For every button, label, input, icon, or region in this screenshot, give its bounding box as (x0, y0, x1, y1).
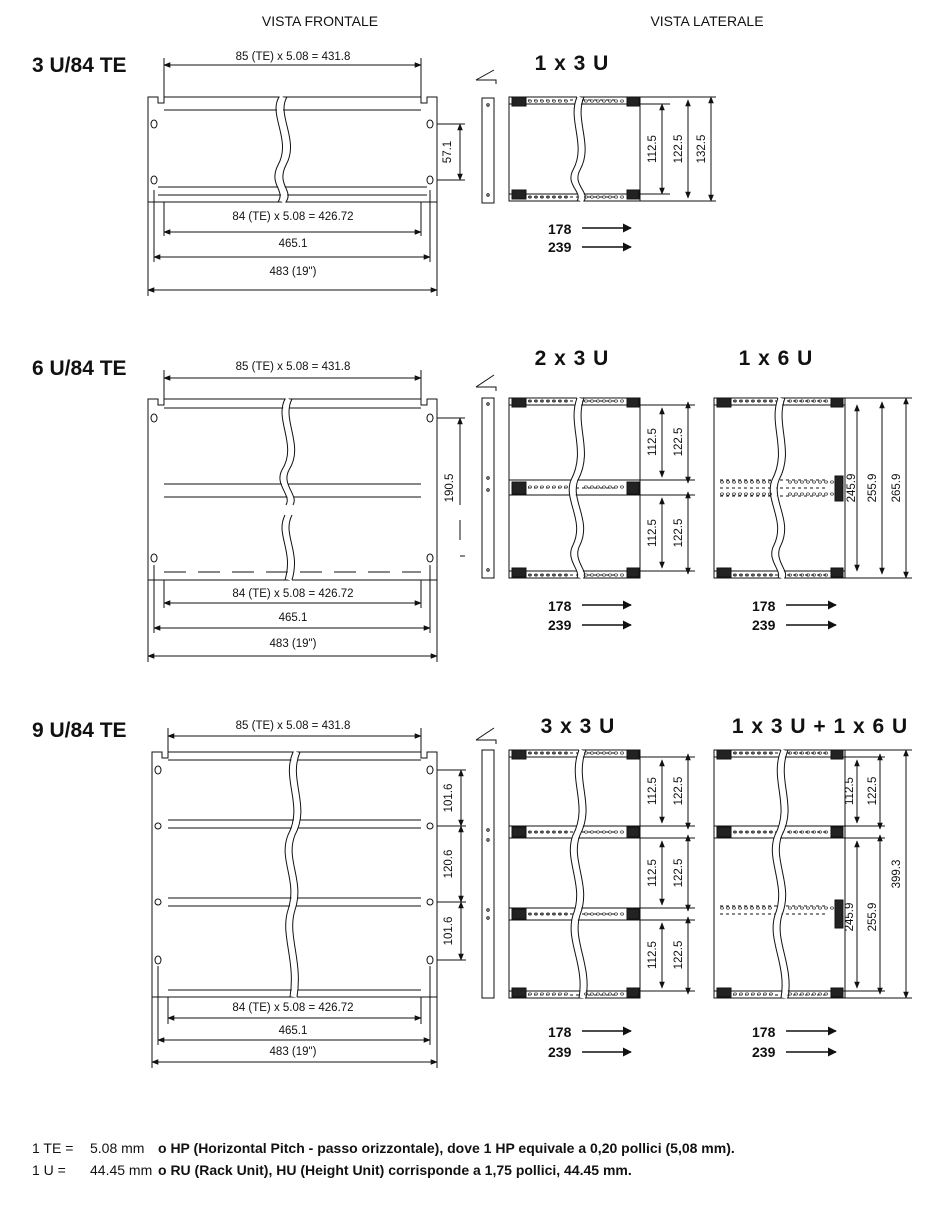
rail-hole (806, 481, 809, 483)
rail-hole (620, 196, 623, 198)
rail-hole (750, 493, 753, 495)
rail-hole (738, 481, 741, 483)
section-title-6u: 6 U/84 TE (32, 357, 127, 380)
rail-hole (620, 993, 623, 995)
rail-hole (750, 907, 753, 909)
rail-hole (794, 907, 797, 909)
rail-hole (726, 481, 729, 483)
rail-hole (720, 481, 723, 483)
dim-front-full-9u: 483 (19") (269, 1046, 317, 1058)
rail-hole (818, 493, 821, 495)
dim-side-mixed-a: 112.5 (844, 777, 856, 805)
rail-hole (762, 493, 765, 495)
depth-label-mixed-a: 178 (752, 1024, 776, 1040)
rail-hole (738, 493, 741, 495)
dim-side-1x3u-c: 132.5 (696, 134, 708, 164)
depth-label-3x3u-b: 239 (548, 1044, 572, 1060)
depth-label-2x3u-a: 178 (548, 598, 572, 614)
rail-hole (602, 100, 605, 102)
dim-side-mixed-b: 122.5 (867, 776, 879, 806)
rail-hole (584, 100, 587, 102)
rail-hole (812, 907, 815, 909)
config-title-1x3u-1x6u: 1 x 3 U + 1 x 6 U (731, 715, 909, 738)
legend-key: 1 U = (32, 1162, 66, 1178)
dim-side-2x3u-d: 122.5 (673, 518, 685, 548)
dim-side-mixed-c: 245.9 (844, 902, 856, 932)
rail-hole (614, 993, 617, 995)
rail-hole (720, 907, 723, 909)
depth-label-1x3u-b: 239 (548, 239, 572, 255)
dim-front-mid-9u: 465.1 (278, 1025, 308, 1037)
section-title-3u: 3 U/84 TE (32, 54, 127, 77)
rail-hole (788, 481, 791, 483)
rail-hole (800, 907, 803, 909)
rail-hole (732, 493, 735, 495)
rail-hole (818, 907, 821, 909)
side-view-1x6u (714, 398, 912, 578)
rail-hole (726, 907, 729, 909)
rail-hole (590, 993, 593, 995)
dim-front-mid-6u: 465.1 (278, 612, 308, 624)
rail-hole (750, 481, 753, 483)
legend-description: o HP (Horizontal Pitch - passo orizzontale), dove 1 HP equivale a 0,20 pollici (5,08 mm). (158, 1140, 735, 1156)
rail-hole (744, 907, 747, 909)
rail-hole (614, 100, 617, 102)
front-view-header: VISTA FRONTALE (261, 13, 379, 29)
rail-hole (732, 481, 735, 483)
rail-hole (608, 100, 611, 102)
rail-hole (620, 913, 623, 915)
side-profile-3u (476, 70, 496, 203)
rail-hole (824, 493, 827, 495)
legend-value: 44.45 mm (90, 1162, 153, 1178)
dim-side-3x3u-d: 122.5 (673, 858, 685, 888)
rail-hole (590, 486, 593, 488)
rail-hole (602, 993, 605, 995)
dim-front-right-6u: 190.5 (444, 473, 456, 503)
rail-hole (788, 493, 791, 495)
rail-hole (756, 493, 759, 495)
dim-front-inner-9u: 84 (TE) x 5.08 = 426.72 (232, 1002, 354, 1014)
dim-front-right-9u-a: 101.6 (443, 783, 455, 813)
dim-side-1x3u-b: 122.5 (673, 134, 685, 164)
dim-side-2x3u-a: 112.5 (647, 428, 659, 456)
rail-hole (596, 993, 599, 995)
rail-hole (806, 907, 809, 909)
dim-front-inner-6u: 84 (TE) x 5.08 = 426.72 (232, 588, 354, 600)
rail-hole (762, 907, 765, 909)
rail-hole (744, 481, 747, 483)
config-title-1x3u: 1 x 3 U (534, 52, 610, 75)
rail-hole (824, 907, 827, 909)
dim-front-inner-3u: 84 (TE) x 5.08 = 426.72 (232, 211, 354, 223)
rail-hole (800, 493, 803, 495)
dim-front-full-6u: 483 (19") (269, 638, 317, 650)
rail-hole (584, 486, 587, 488)
dim-front-top-3u: 85 (TE) x 5.08 = 431.8 (235, 51, 351, 63)
rail-hole (812, 493, 815, 495)
dim-side-3x3u-a: 112.5 (647, 777, 659, 805)
dim-side-3x3u-c: 112.5 (647, 859, 659, 887)
rail-hole (794, 481, 797, 483)
rail-hole (806, 493, 809, 495)
dim-side-2x3u-b: 122.5 (673, 427, 685, 457)
rail-hole (620, 574, 623, 576)
rail-hole (608, 486, 611, 488)
dim-side-3x3u-e: 112.5 (647, 941, 659, 969)
rail-hole (596, 486, 599, 488)
rail-hole (608, 993, 611, 995)
side-view-header: VISTA LATERALE (650, 13, 764, 29)
dim-side-1x6u-a: 245.9 (846, 473, 858, 503)
dim-side-mixed-e: 399.3 (891, 859, 903, 889)
dim-front-top-9u: 85 (TE) x 5.08 = 431.8 (235, 720, 351, 732)
side-profile-6u (476, 375, 496, 578)
rail-hole (596, 100, 599, 102)
rail-hole (590, 100, 593, 102)
rail-hole (756, 907, 759, 909)
legend-value: 5.08 mm (90, 1140, 145, 1156)
rail-hole (768, 907, 771, 909)
config-title-3x3u: 3 x 3 U (540, 715, 616, 738)
rail-hole (800, 481, 803, 483)
rail-hole (720, 493, 723, 495)
front-view-9u (152, 728, 466, 1068)
dim-side-mixed-d: 255.9 (867, 902, 879, 932)
rail-hole (824, 481, 827, 483)
legend-description: o RU (Rack Unit), HU (Height Unit) corrisponde a 1,75 pollici, 44.45 mm. (158, 1162, 632, 1178)
rail-hole (812, 481, 815, 483)
rail-hole (830, 907, 833, 909)
depth-label-2x3u-b: 239 (548, 617, 572, 633)
rail-hole (788, 907, 791, 909)
legend-key: 1 TE = (32, 1140, 74, 1156)
rail-hole (732, 907, 735, 909)
rail-hole (818, 481, 821, 483)
rail-hole (794, 493, 797, 495)
depth-label-3x3u-a: 178 (548, 1024, 572, 1040)
rail-hole (620, 100, 623, 102)
side-view-1x3u-1x6u (714, 750, 912, 998)
depth-label-1x3u-a: 178 (548, 221, 572, 237)
dim-side-1x3u-a: 112.5 (647, 135, 659, 163)
rail-hole (762, 481, 765, 483)
config-title-2x3u: 2 x 3 U (534, 347, 610, 370)
section-title-9u: 9 U/84 TE (32, 719, 127, 742)
dim-front-full-3u: 483 (19") (269, 266, 317, 278)
dim-side-1x6u-b: 255.9 (867, 473, 879, 503)
rail-hole (620, 486, 623, 488)
rail-hole (738, 907, 741, 909)
rail-hole (614, 486, 617, 488)
rail-hole (756, 481, 759, 483)
dim-front-top-6u: 85 (TE) x 5.08 = 431.8 (235, 361, 351, 373)
dim-side-3x3u-b: 122.5 (673, 776, 685, 806)
rail-hole (744, 493, 747, 495)
depth-label-1x6u-a: 178 (752, 598, 776, 614)
rail-hole (620, 831, 623, 833)
front-view-3u (148, 58, 465, 296)
rail-hole (620, 400, 623, 402)
rail-hole (602, 486, 605, 488)
side-view-3x3u (509, 750, 695, 998)
rail-hole (620, 752, 623, 754)
dim-front-mid-3u: 465.1 (278, 238, 308, 250)
dim-side-3x3u-f: 122.5 (673, 940, 685, 970)
depth-label-mixed-b: 239 (752, 1044, 776, 1060)
rail-hole (830, 481, 833, 483)
dim-side-1x6u-c: 265.9 (891, 473, 903, 503)
dim-side-2x3u-c: 112.5 (647, 519, 659, 547)
depth-label-1x6u-b: 239 (752, 617, 776, 633)
rail-hole (830, 493, 833, 495)
dim-front-right-9u-b: 120.6 (443, 849, 455, 879)
config-title-1x6u: 1 x 6 U (738, 347, 814, 370)
dim-front-right-9u-c: 101.6 (443, 916, 455, 946)
dim-front-right-3u: 57.1 (442, 140, 454, 164)
rail-hole (726, 493, 729, 495)
side-profile-9u (476, 728, 496, 998)
